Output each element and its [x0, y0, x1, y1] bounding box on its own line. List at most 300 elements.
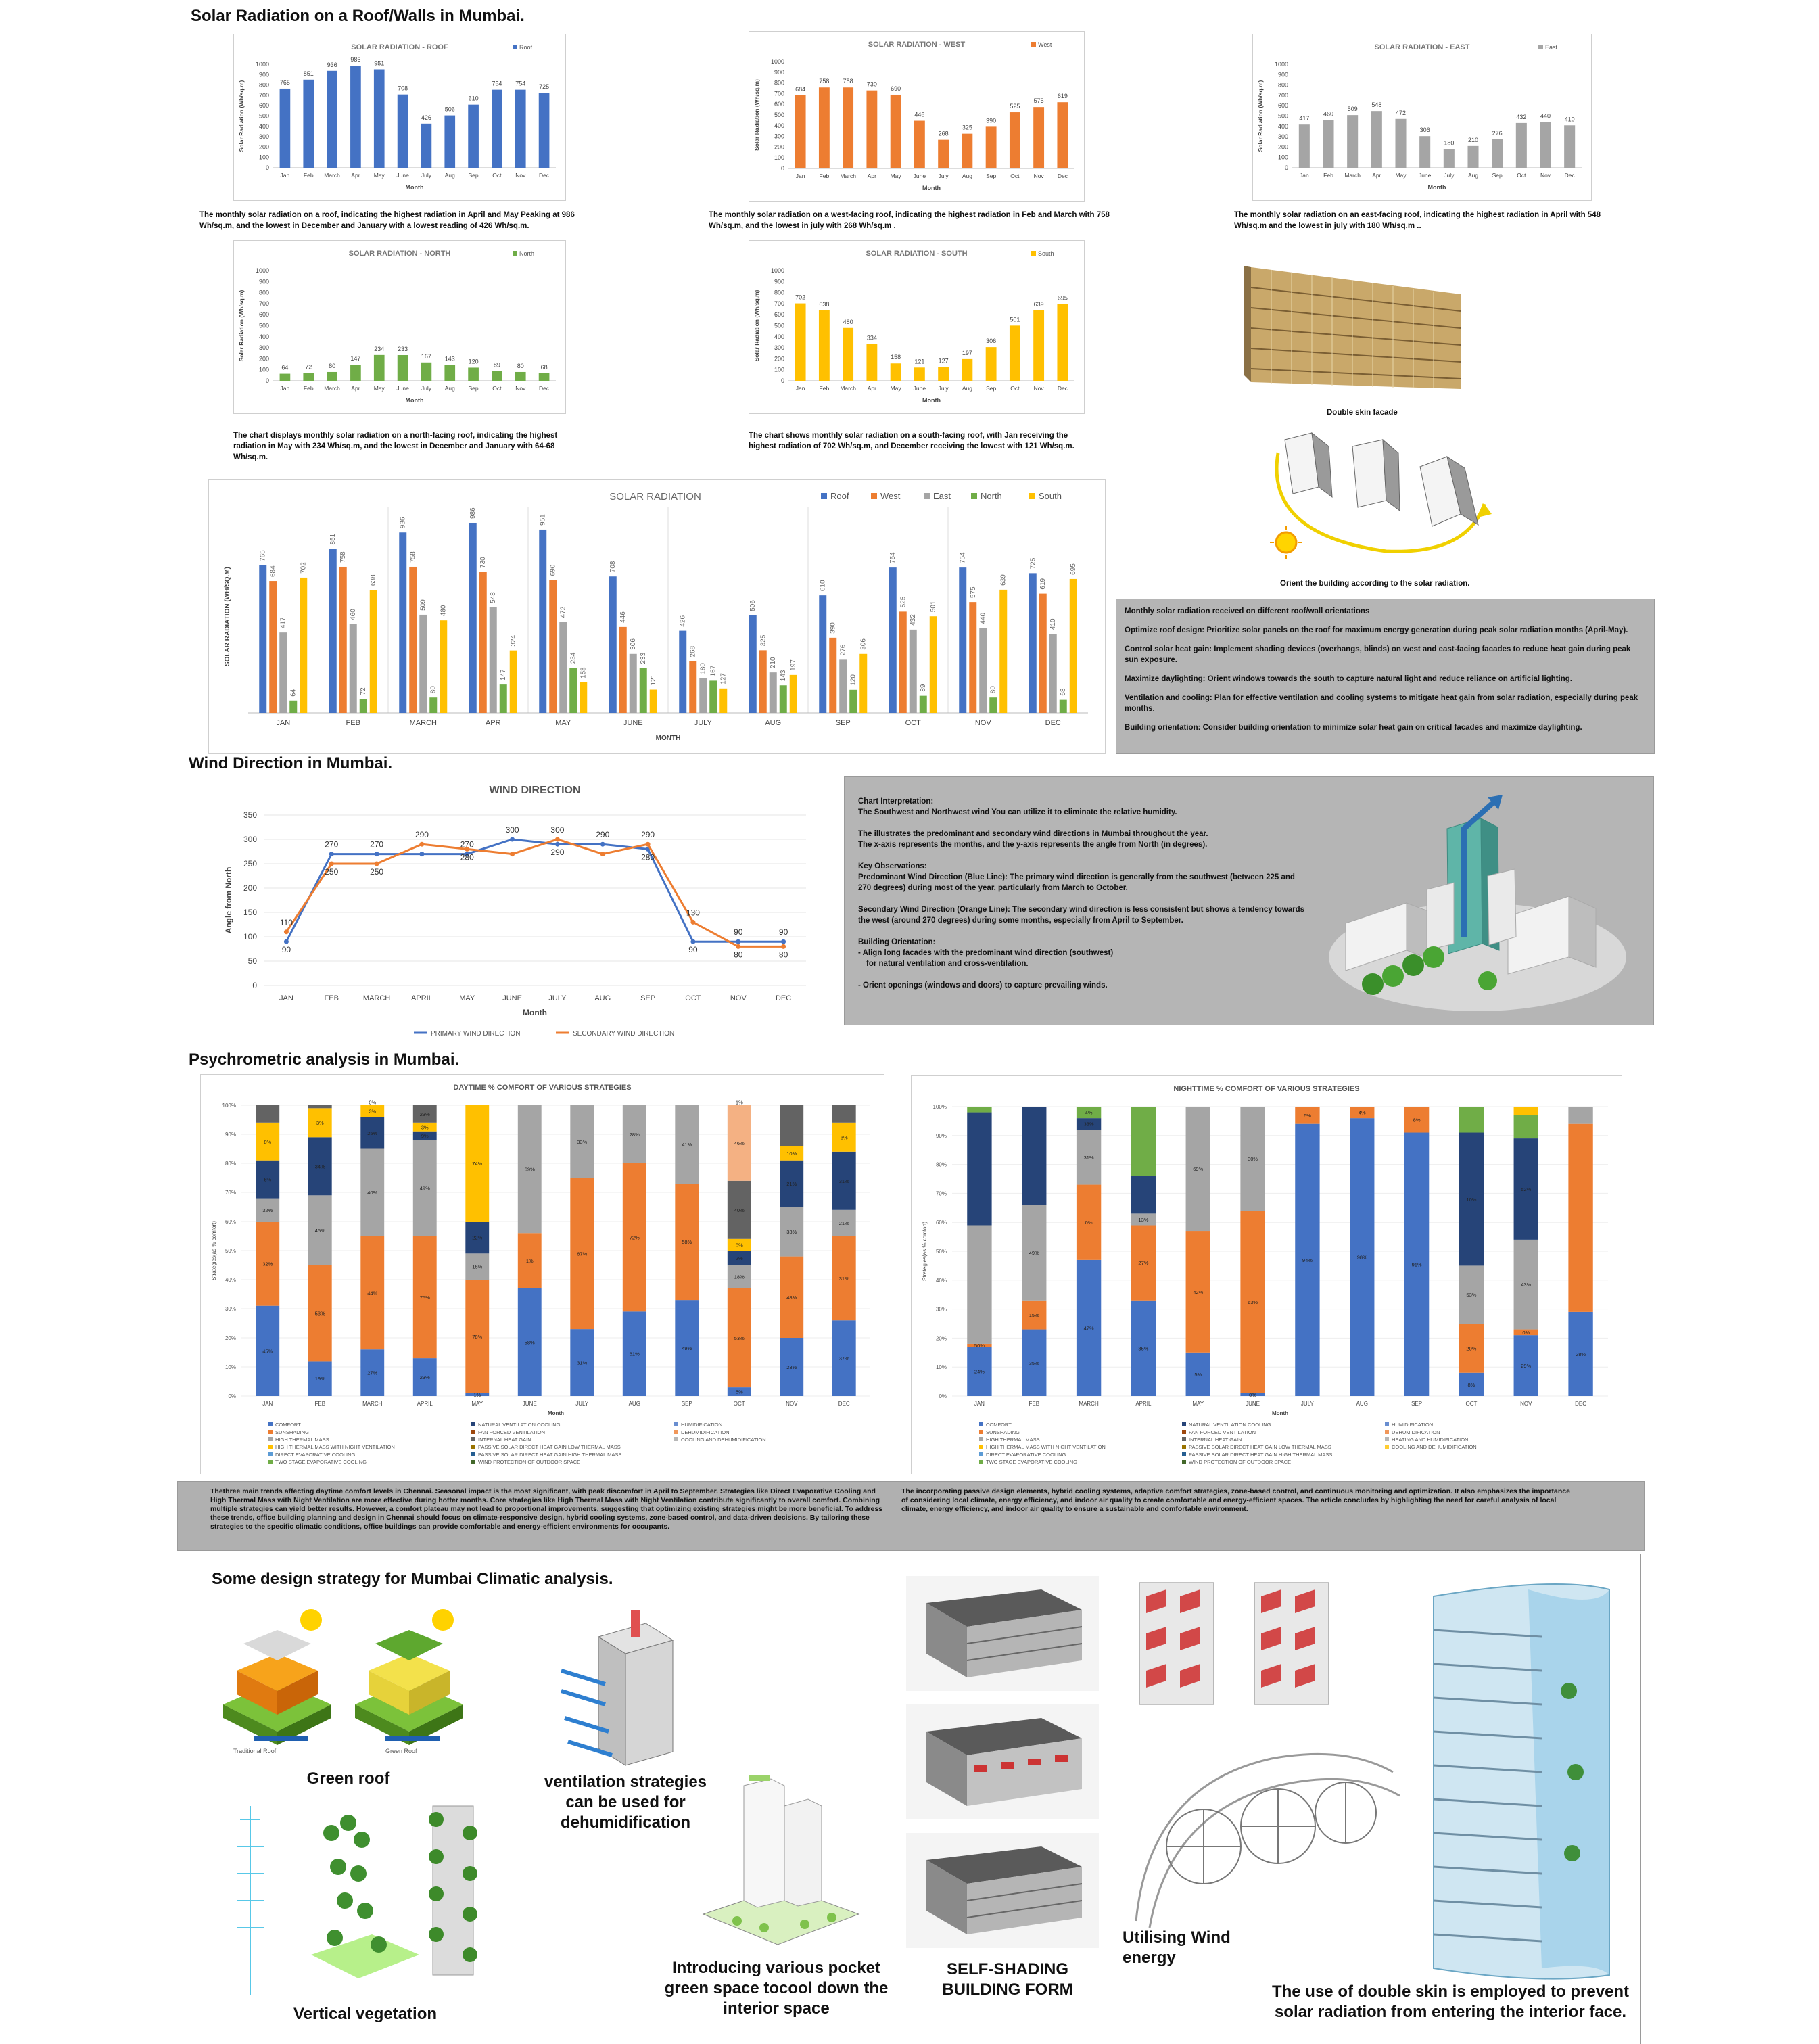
y-tick-label: 800 — [258, 81, 269, 89]
data-point — [419, 852, 424, 856]
legend-swatch — [674, 1422, 678, 1426]
legend-swatch — [979, 1422, 983, 1426]
x-tick-label: Dec — [1057, 172, 1068, 179]
data-label: 758 — [843, 78, 853, 85]
data-label: 3% — [316, 1119, 324, 1126]
legend-label: INTERNAL HEAT GAIN — [1189, 1437, 1242, 1443]
data-label: 28% — [629, 1132, 640, 1138]
y-tick-label: 700 — [1277, 91, 1288, 99]
legend-label: COMFORT — [986, 1422, 1012, 1428]
x-tick-label: FEB — [1029, 1401, 1040, 1407]
data-label: 276 — [839, 644, 847, 656]
data-label: 127 — [719, 673, 728, 684]
legend-label: WIND PROTECTION OF OUTDOOR SPACE — [1189, 1459, 1292, 1465]
data-label: 21% — [838, 1220, 849, 1227]
x-tick-label: JAN — [974, 1401, 985, 1407]
bar — [440, 620, 447, 713]
wind-note: The illustrates the predominant and secondary wind directions in Mumbai throughout the year. — [858, 830, 1208, 838]
bar — [468, 367, 479, 381]
section-title-psychro: Psychrometric analysis in Mumbai. — [189, 1050, 460, 1069]
data-label: 80 — [734, 950, 743, 960]
solar-note: Ventilation and cooling: Plan for effective ventilation and cooling systems to mitigate heat gain from solar radiation, especially during peak months. — [1125, 694, 1638, 713]
legend-label: North — [519, 250, 535, 257]
double-skin-facade-illustration — [1244, 260, 1467, 396]
data-label: 15% — [1029, 1312, 1039, 1319]
data-label: 80 — [989, 686, 997, 694]
y-tick-label: 60% — [935, 1220, 947, 1226]
x-tick-label: DEC — [1575, 1401, 1587, 1407]
y-tick-label: 600 — [774, 101, 784, 108]
wind-energy-illustration — [1123, 1732, 1407, 1934]
x-tick-label: MARCH — [362, 1401, 383, 1407]
y-tick-label: 700 — [774, 300, 784, 307]
y-tick-label: 900 — [258, 278, 269, 285]
legend-label: SECONDARY WIND DIRECTION — [573, 1030, 675, 1038]
y-tick-label: 10% — [225, 1364, 236, 1370]
y-tick-label: 700 — [258, 300, 269, 307]
bar — [790, 675, 797, 713]
chart-title: SOLAR RADIATION - ROOF — [351, 43, 448, 51]
psychro-note-left: Thethree main trends affecting daytime comfort levels in Chennai. Seasonal impact is the most significant, with peak discomfort in April to September. Strategies like Direct Evaporative Cooling and High Thermal Mass with Night Ventilation are more effective during hotter months. Core strategies like High Thermal Mass with Night Ventilation contribute significantly to overall comfort. Combining multiple strategies can yield better results. However, a comfort plateau may not lead to proportional improvements, suggesting that optimizing existing strategies might be more beneficial. To address these trends, office building planning and design in Chennai should focus on climate-responsive design, hybrid cooling systems, zone-based control, and data-driven decisions. By tailoring these strategies to the specific climatic conditions, office buildings can provide comfortable and energy-efficient environments for occupants. — [210, 1487, 883, 1531]
data-label: 50% — [974, 1343, 985, 1349]
stack-segment — [967, 1113, 991, 1226]
x-tick-label: July — [938, 385, 949, 392]
data-label: 695 — [1057, 294, 1068, 302]
bar — [819, 87, 830, 168]
data-label: 638 — [819, 301, 830, 308]
x-tick-label: March — [840, 172, 856, 179]
legend-swatch — [268, 1430, 273, 1434]
bar — [969, 602, 976, 713]
data-label: 13% — [1138, 1216, 1149, 1223]
legend-swatch — [1182, 1445, 1186, 1449]
x-tick-label: Aug — [444, 385, 455, 392]
chart-solar-combined-panel — [208, 479, 1106, 754]
data-label: 120 — [468, 358, 479, 365]
legend-swatch — [268, 1437, 273, 1441]
bar — [989, 697, 997, 713]
data-label: 31% — [1083, 1154, 1094, 1161]
y-tick-label: 70% — [225, 1190, 236, 1196]
x-axis-label: MONTH — [655, 735, 681, 742]
psychro-note-right: The incorporating passive design elements, hybrid cooling systems, adaptive comfort strategies, zone-based control, and continuous monitoring and optimization. It also emphasizes the importance of considering local climate, energy efficiency, and indoor air quality to create comfortable and energy-efficient spaces. The article concludes by highlighting the need for careful analysis of local climate, energy efficiency, and indoor air quality to ensure a sustainable and comfortable environment. — [901, 1487, 1570, 1513]
data-label: 121 — [650, 674, 658, 686]
wind-note: The Southwest and Northwest wind You can utilize it to eliminate the relative humidity. — [858, 808, 1177, 816]
data-label: 730 — [866, 80, 877, 88]
data-label: 754 — [492, 80, 502, 87]
bar — [930, 616, 937, 713]
bar — [899, 611, 907, 713]
data-label: 4% — [1085, 1109, 1093, 1116]
x-tick-label: Dec — [539, 385, 550, 392]
data-label: 32% — [262, 1261, 273, 1268]
data-label: 410 — [1564, 116, 1575, 123]
wind-note: - Align long facades with the predominant wind direction (southwest) — [858, 949, 1114, 957]
bar — [303, 80, 314, 168]
data-label: 754 — [889, 552, 897, 564]
data-label: 410 — [1049, 618, 1058, 630]
x-tick-label: JAN — [262, 1401, 273, 1407]
green-roof-illustration — [216, 1603, 473, 1759]
legend-label: PASSIVE SOLAR DIRECT HEAT GAIN HIGH THERMAL MASS — [478, 1451, 622, 1458]
legend-swatch — [1385, 1430, 1389, 1434]
data-label: 306 — [986, 338, 997, 345]
bar — [1033, 107, 1044, 168]
x-tick-label: FEB — [346, 719, 360, 727]
data-label: 16% — [472, 1263, 483, 1270]
data-label: 40% — [367, 1190, 378, 1196]
legend-label: Roof — [830, 491, 849, 501]
legend-label: North — [981, 491, 1002, 501]
data-label: 0% — [369, 1099, 377, 1106]
bar — [1060, 700, 1067, 713]
stack-segment — [1568, 1124, 1592, 1312]
legend-swatch — [979, 1452, 983, 1456]
data-point — [690, 920, 695, 925]
y-tick-label: 900 — [258, 71, 269, 78]
data-label: 52% — [1521, 1186, 1532, 1192]
x-tick-label: MAY — [459, 994, 475, 1002]
x-tick-label: Jan — [1299, 172, 1309, 179]
design-divider — [1640, 1554, 1641, 2044]
chart-south — [749, 241, 1084, 413]
x-axis-label: Month — [1427, 184, 1446, 191]
x-tick-label: JUNE — [522, 1401, 537, 1407]
bar — [979, 628, 987, 713]
legend-swatch — [979, 1460, 983, 1464]
x-tick-label: March — [324, 385, 340, 392]
x-tick-label: APRIL — [1135, 1401, 1152, 1407]
legend-label: HUMIDIFICATION — [1392, 1422, 1434, 1428]
data-label: 270 — [325, 839, 339, 850]
data-label: 19% — [314, 1376, 325, 1383]
bar — [819, 595, 826, 713]
data-label: 40% — [734, 1207, 745, 1213]
y-tick-label: 500 — [774, 322, 784, 329]
data-label: 575 — [969, 586, 977, 599]
x-tick-label: Nov — [515, 385, 526, 392]
x-tick-label: MAY — [1192, 1401, 1204, 1407]
chart-nighttime-comfort — [912, 1076, 1622, 1474]
legend-label: South — [1039, 491, 1062, 501]
x-tick-label: FEB — [324, 994, 339, 1002]
x-tick-label: Sep — [468, 172, 479, 179]
y-tick-label: 700 — [258, 91, 269, 99]
legend-swatch — [268, 1452, 273, 1456]
data-label: 9% — [421, 1133, 429, 1140]
data-label: 575 — [1033, 97, 1044, 105]
bar — [1492, 139, 1503, 168]
data-label: 548 — [490, 592, 498, 603]
x-tick-label: Aug — [1467, 172, 1479, 179]
bar — [444, 365, 455, 381]
solar-note: Control solar heat gain: Implement shading devices (overhangs, blinds) on west and east-facing facades to reduce heat gain during peak sun exposure. — [1125, 645, 1631, 664]
data-label: 446 — [619, 611, 628, 623]
chart-title: SOLAR RADIATION - NORTH — [348, 250, 451, 258]
data-label: 31% — [838, 1275, 849, 1282]
bar — [1371, 111, 1382, 168]
x-tick-label: NOV — [974, 719, 991, 727]
bar — [1057, 304, 1068, 381]
chart-title: SOLAR RADIATION - SOUTH — [866, 250, 968, 258]
data-label: 951 — [374, 60, 385, 67]
y-tick-label: 400 — [1277, 122, 1288, 130]
x-tick-label: March — [1344, 172, 1361, 179]
bar — [1467, 146, 1478, 168]
data-label: 80 — [429, 686, 438, 694]
orient-building-illustration — [1251, 426, 1501, 572]
x-tick-label: JUNE — [623, 719, 643, 727]
y-tick-label: 0% — [939, 1393, 947, 1399]
data-label: 43% — [1521, 1282, 1532, 1288]
x-tick-label: APRIL — [411, 994, 433, 1002]
x-tick-label: May — [373, 385, 385, 392]
bar — [374, 69, 385, 168]
bar — [350, 66, 361, 168]
data-label: 280 — [641, 852, 655, 862]
bar — [539, 530, 546, 713]
x-tick-label: SEP — [640, 994, 656, 1002]
legend-label: PRIMARY WIND DIRECTION — [431, 1030, 521, 1038]
data-label: 684 — [269, 565, 277, 578]
y-tick-label: 500 — [774, 112, 784, 118]
legend-label: HUMIDIFICATION — [681, 1422, 723, 1428]
y-tick-label: 1000 — [770, 58, 784, 65]
data-label: 306 — [1419, 126, 1430, 134]
data-label: 80 — [517, 362, 524, 369]
chart-title: SOLAR RADIATION - WEST — [868, 41, 966, 49]
data-label: 525 — [899, 596, 907, 608]
data-label: 20% — [1466, 1345, 1477, 1352]
legend-label: DIRECT EVAPORATIVE COOLING — [986, 1451, 1066, 1458]
legend-swatch — [268, 1445, 273, 1449]
data-label: 0% — [1085, 1220, 1093, 1226]
x-tick-label: JULY — [575, 1401, 589, 1407]
data-label: 306 — [859, 638, 868, 650]
data-point — [329, 852, 334, 856]
y-tick-label: 30% — [225, 1306, 236, 1312]
double-skin-tower-illustration — [1407, 1569, 1623, 1989]
y-axis-label: Solar Radiation (Wh/sq.m) — [238, 289, 245, 362]
data-label: 33% — [577, 1138, 588, 1145]
chart-wind — [211, 774, 820, 1042]
y-tick-label: 100 — [774, 154, 784, 162]
bar — [699, 678, 707, 713]
y-tick-label: 100 — [1277, 154, 1288, 161]
label-green-roof: Green roof — [306, 1769, 390, 1788]
data-label: 426 — [421, 114, 431, 121]
stack-segment — [967, 1107, 991, 1113]
data-label: 506 — [749, 600, 757, 611]
bar — [819, 310, 830, 381]
x-tick-label: Feb — [1323, 172, 1333, 179]
bar — [492, 371, 502, 381]
data-label: 290 — [550, 847, 565, 858]
y-tick-label: 1000 — [770, 267, 784, 274]
x-tick-label: SEP — [835, 719, 851, 727]
legend-swatch — [674, 1437, 678, 1441]
x-tick-label: MAY — [471, 1401, 483, 1407]
data-label: 37% — [838, 1355, 849, 1362]
legend-swatch — [821, 493, 827, 499]
bar — [1057, 102, 1068, 168]
data-label: 754 — [959, 552, 967, 564]
data-label: 53% — [734, 1335, 745, 1341]
solar-notes-box — [1116, 599, 1655, 754]
data-label: 23% — [419, 1374, 430, 1381]
wind-note: - Orient openings (windows and doors) to capture prevailing winds. — [858, 981, 1108, 990]
bar — [891, 363, 901, 381]
data-label: 936 — [327, 61, 337, 68]
data-label: 75% — [419, 1294, 430, 1301]
bar — [398, 95, 408, 168]
y-tick-label: 800 — [774, 289, 784, 296]
legend-swatch — [471, 1445, 475, 1449]
y-tick-label: 0 — [780, 165, 784, 172]
bar — [350, 624, 357, 713]
data-label: 158 — [891, 354, 901, 361]
data-label: 268 — [689, 645, 697, 657]
y-tick-label: 30% — [935, 1306, 947, 1313]
data-label: 268 — [938, 130, 949, 137]
data-label: 250 — [325, 867, 339, 877]
y-tick-label: 200 — [774, 143, 784, 151]
x-tick-label: Oct — [492, 385, 502, 392]
y-tick-label: 90% — [225, 1132, 236, 1138]
chart-north — [234, 241, 565, 413]
bar — [829, 638, 836, 713]
data-label: 90 — [688, 945, 698, 955]
stack-segment — [1022, 1107, 1046, 1205]
data-point — [600, 852, 605, 856]
stack-segment — [308, 1105, 332, 1108]
data-label: 638 — [370, 574, 378, 586]
label-wind-energy: Utilising Wind energy — [1123, 1928, 1231, 1967]
data-label: 290 — [596, 830, 610, 840]
data-label: 460 — [1323, 110, 1334, 118]
x-tick-label: Apr — [1372, 172, 1381, 179]
y-tick-label: 250 — [243, 859, 257, 868]
x-tick-label: OCT — [1465, 1401, 1478, 1407]
legend-swatch — [1385, 1437, 1389, 1441]
facade-fins-illustration — [1126, 1576, 1342, 1711]
wind-note: Key Observations: — [858, 862, 927, 870]
data-label: 233 — [398, 346, 408, 353]
y-tick-label: 400 — [258, 333, 269, 340]
data-label: 80 — [329, 362, 336, 369]
x-tick-label: Sep — [468, 385, 479, 392]
data-label: 730 — [479, 557, 488, 568]
y-tick-label: 600 — [258, 102, 269, 110]
data-label: 690 — [549, 564, 557, 576]
psychro-notes-box — [177, 1481, 1645, 1551]
x-tick-label: July — [421, 385, 431, 392]
data-label: 4% — [1358, 1109, 1366, 1116]
chart-title: SOLAR RADIATION - EAST — [1374, 43, 1470, 51]
legend-label: DIRECT EVAPORATIVE COOLING — [275, 1451, 356, 1458]
bar — [749, 615, 757, 713]
legend-swatch — [1538, 45, 1543, 49]
y-tick-label: 70% — [935, 1190, 947, 1197]
y-tick-label: 100% — [932, 1104, 947, 1110]
y-tick-label: 500 — [1277, 112, 1288, 120]
data-label: 197 — [962, 349, 972, 356]
data-label: 758 — [819, 78, 830, 85]
bar — [640, 668, 647, 713]
data-label: 8% — [264, 1138, 272, 1145]
bar — [510, 651, 517, 713]
bar — [770, 672, 777, 713]
x-tick-label: Aug — [962, 385, 972, 392]
x-tick-label: March — [324, 172, 340, 179]
data-point — [510, 852, 515, 856]
y-tick-label: 20% — [225, 1335, 236, 1341]
legend-swatch — [674, 1430, 678, 1434]
bar — [795, 304, 806, 381]
bar — [409, 567, 417, 713]
bar — [289, 701, 297, 713]
y-tick-label: 700 — [774, 90, 784, 97]
chart-solar-combined — [209, 480, 1105, 753]
data-label: 619 — [1039, 578, 1047, 590]
data-label: 417 — [279, 617, 287, 629]
stack-segment — [832, 1105, 856, 1123]
y-tick-label: 80% — [225, 1161, 236, 1167]
bar — [849, 690, 857, 713]
x-tick-label: NOV — [1520, 1401, 1532, 1407]
bar — [920, 696, 927, 713]
data-label: 90 — [734, 927, 743, 937]
y-tick-label: 150 — [243, 908, 257, 917]
data-label: 143 — [780, 670, 788, 682]
chart-west-panel — [749, 31, 1085, 202]
data-point — [510, 837, 515, 842]
data-label: 417 — [1299, 115, 1310, 122]
x-tick-label: Feb — [303, 172, 314, 179]
y-axis-label: Solar Radiation (Wh/sq.m) — [238, 80, 245, 152]
wind-note: Chart Interpretation: — [858, 797, 934, 806]
label-ventilation: ventilation strategies can be used for dehumidification — [544, 1773, 707, 1832]
ventilation-illustration — [558, 1610, 713, 1772]
data-label: 501 — [930, 601, 938, 613]
data-label: 501 — [1010, 316, 1020, 323]
x-tick-label: May — [1395, 172, 1407, 179]
x-tick-label: June — [913, 172, 926, 179]
data-label: 0% — [1249, 1391, 1257, 1398]
y-tick-label: 900 — [1277, 71, 1288, 78]
legend-swatch — [979, 1437, 983, 1441]
data-point — [781, 939, 786, 944]
solar-note: Maximize daylighting: Orient windows towards the south to capture natural light and reduce reliance on artificial lighting. — [1125, 675, 1572, 683]
data-point — [284, 939, 289, 944]
data-label: 270 — [370, 839, 384, 850]
data-label: 446 — [914, 111, 925, 118]
wind-note: Secondary Wind Direction (Orange Line): The secondary wind direction is less consistent but shows a tendency towards the west (around 270 degrees) during some months, especially from April to September. — [858, 906, 1304, 925]
data-label: 480 — [440, 605, 448, 617]
data-label: 58% — [524, 1339, 535, 1346]
x-tick-label: Apr — [867, 172, 876, 179]
data-label: 72 — [360, 687, 368, 695]
bar — [962, 359, 972, 381]
data-label: 0% — [735, 1242, 743, 1249]
legend-label: FAN FORCED VENTILATION — [478, 1429, 546, 1435]
bar — [500, 684, 507, 713]
data-point — [329, 862, 334, 866]
legend-label: TWO STAGE EVAPORATIVE COOLING — [986, 1459, 1078, 1465]
legend-swatch — [1182, 1422, 1186, 1426]
y-tick-label: 300 — [774, 133, 784, 140]
y-tick-label: 900 — [774, 68, 784, 76]
